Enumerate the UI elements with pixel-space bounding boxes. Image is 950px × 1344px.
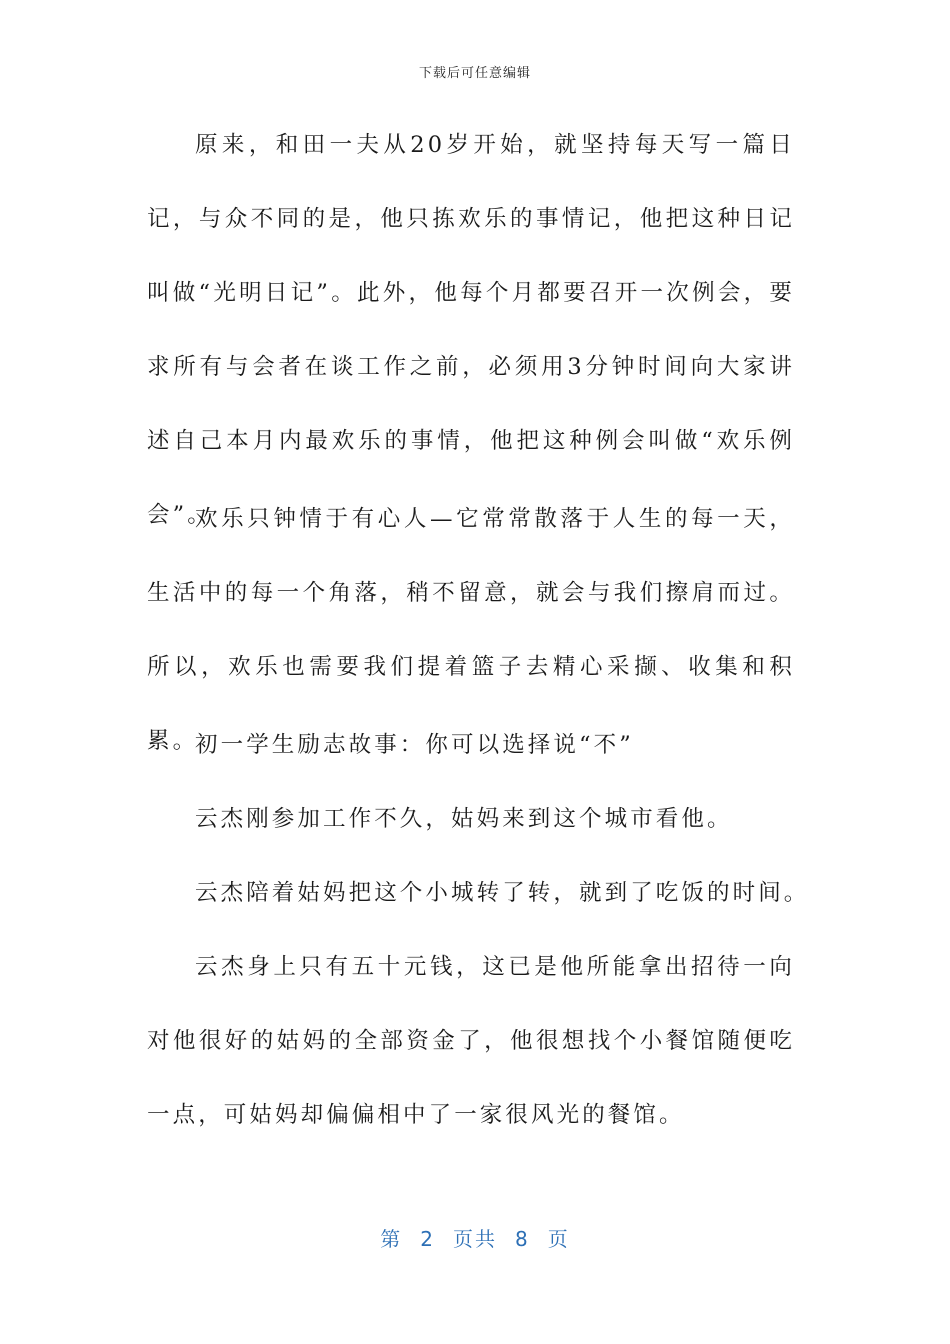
page-label-middle: 页共 [453, 1227, 497, 1251]
paragraph-4: 云杰陪着姑妈把这个小城转了转，就到了吃饭的时间。 [195, 880, 810, 906]
page-header: 下载后可任意编辑 [418, 66, 531, 81]
paragraph-1: 原来，和田一夫从20岁开始，就坚持每天写一篇日记，与众不同的是，他只拣欢乐的事情记，他把这种日记叫做“光明日记”。此外，他每个月都要召开一次例会，要求所有与会者在谈工作之前，必须用3分钟时间向大家讲述自己本月内最欢乐的事情，他把这种例会叫做“欢乐例会”。 [147, 132, 795, 528]
paragraph-3: 云杰刚参加工作不久，姑妈来到这个城市看他。 [195, 806, 733, 832]
paragraph-2: 欢乐只钟情于有心人—它常常散落于人生的每一天，生活中的每一个角落，稍不留意，就会与我们擦肩而过。所以，欢乐也需要我们提着篮子去精心采撷、收集和积累。 [147, 506, 795, 754]
page-label-prefix: 第 [380, 1227, 403, 1251]
page-label-suffix: 页 [547, 1227, 570, 1251]
page-total: 8 [515, 1227, 530, 1251]
paragraph-story-title: 初一学生励志故事：你可以选择说“不” [195, 732, 634, 758]
paragraph-5: 云杰身上只有五十元钱，这已是他所能拿出招待一向对他很好的姑妈的全部资金了，他很想找个小餐馆随便吃一点，可姑妈却偏偏相中了一家很风光的餐馆。 [147, 954, 795, 1128]
page-footer [0, 1226, 950, 1252]
page-number: 2 [420, 1227, 435, 1251]
